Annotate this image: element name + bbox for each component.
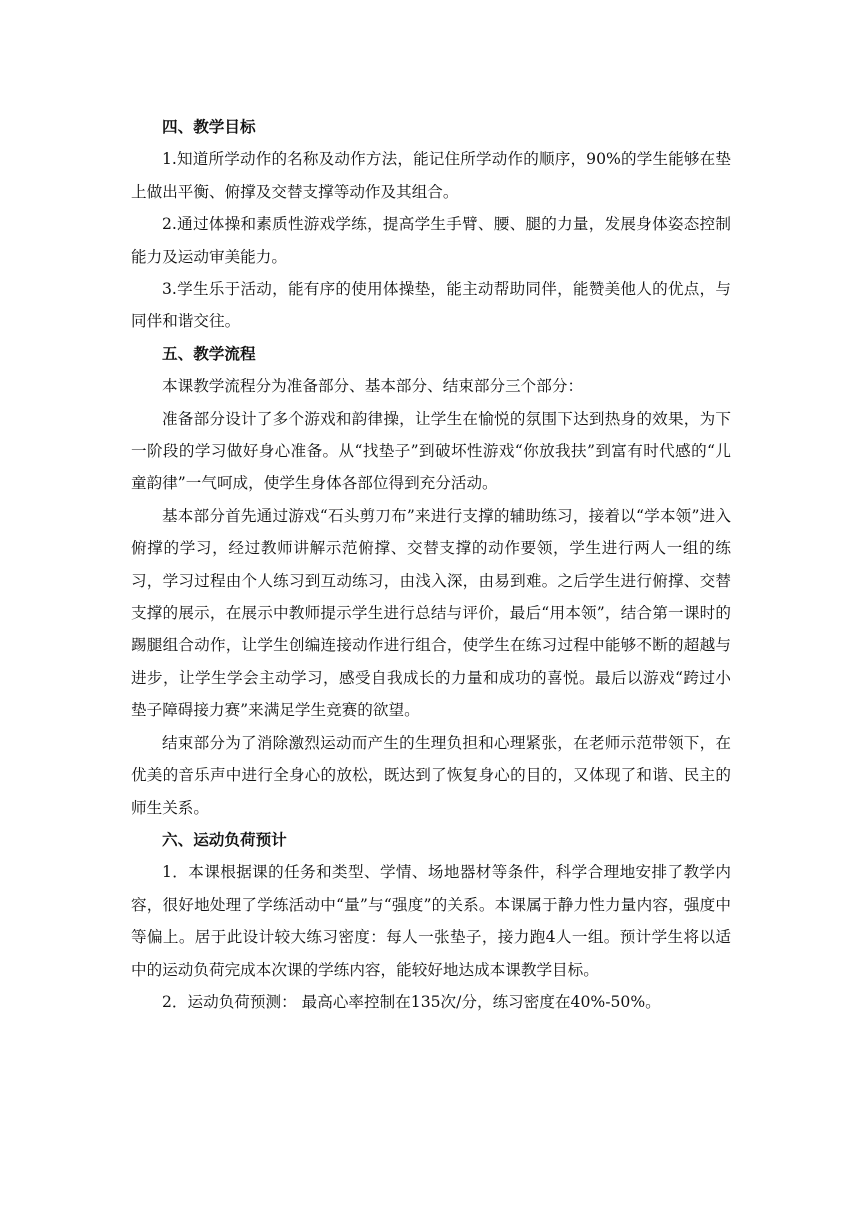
goal-item-2: 2.通过体操和素质性游戏学练，提高学生手臂、腰、腿的力量，发展身体姿态控制能力及运动审美能力。: [131, 215, 731, 266]
section-heading-goals: 四、教学目标: [162, 118, 256, 136]
process-paragraph-intro: 本课教学流程分为准备部分、基本部分、结束部分三个部分：: [162, 377, 584, 396]
goal-item-1: 1.知道所学动作的名称及动作方法，能记住所学动作的顺序，90%的学生能够在垫上做出平衡、俯撑及交替支撑等动作及其组合。: [131, 150, 731, 201]
load-item-2: 2．运动负荷预测： 最高心率控制在135次/分，练习密度在40%-50%。: [162, 992, 661, 1011]
load-item-1: 1．本课根据课的任务和类型、学情、场地器材等条件，科学合理地安排了教学内容，很好地处理了学练活动中“量”与“强度”的关系。本课属于静力性力量内容，强度中等偏上。居于此设计较大练习密度：每人一张垫子，接力跑4人一组。预计学生将以适中的运动负荷完成本次课的学练内容，能较好地达成本课教学目标。: [131, 863, 731, 979]
document-page: [131, 111, 731, 1018]
process-paragraph-ending: 结束部分为了消除激烈运动而产生的生理负担和心理紧张，在老师示范带领下，在优美的音乐声中进行全身心的放松，既达到了恢复身心的目的，又体现了和谐、民主的师生关系。: [131, 733, 731, 817]
goal-item-3: 3.学生乐于活动，能有序的使用体操垫，能主动帮助同伴，能赞美他人的优点，与同伴和谐交往。: [131, 280, 731, 331]
process-paragraph-preparation: 准备部分设计了多个游戏和韵律操，让学生在愉悦的氛围下达到热身的效果，为下一阶段的学习做好身心准备。从“找垫子”到破坏性游戏“你放我扶”到富有时代感的“儿童韵律”一气呵成，使学生身体各部位得到充分活动。: [131, 409, 731, 493]
section-heading-load: 六、运动负荷预计: [162, 830, 287, 849]
process-paragraph-basic: 基本部分首先通过游戏“石头剪刀布”来进行支撑的辅助练习，接着以“学本领”进入俯撑的学习，经过教师讲解示范俯撑、交替支撑的动作要领，学生进行两人一组的练习，学习过程由个人练习到互动练习，由浅入深，由易到难。之后学生进行俯撑、交替支撑的展示，在展示中教师提示学生进行总结与评价，最后“用本领”，结合第一课时的踢腿组合动作，让学生创编连接动作进行组合，使学生在练习过程中能够不断的超越与进步，让学生学会主动学习，感受自我成长的力量和成功的喜悦。最后以游戏“跨过小垫子障碍接力赛”来满足学生竞赛的欲望。: [131, 506, 731, 720]
section-heading-process: 五、教学流程: [162, 344, 256, 363]
